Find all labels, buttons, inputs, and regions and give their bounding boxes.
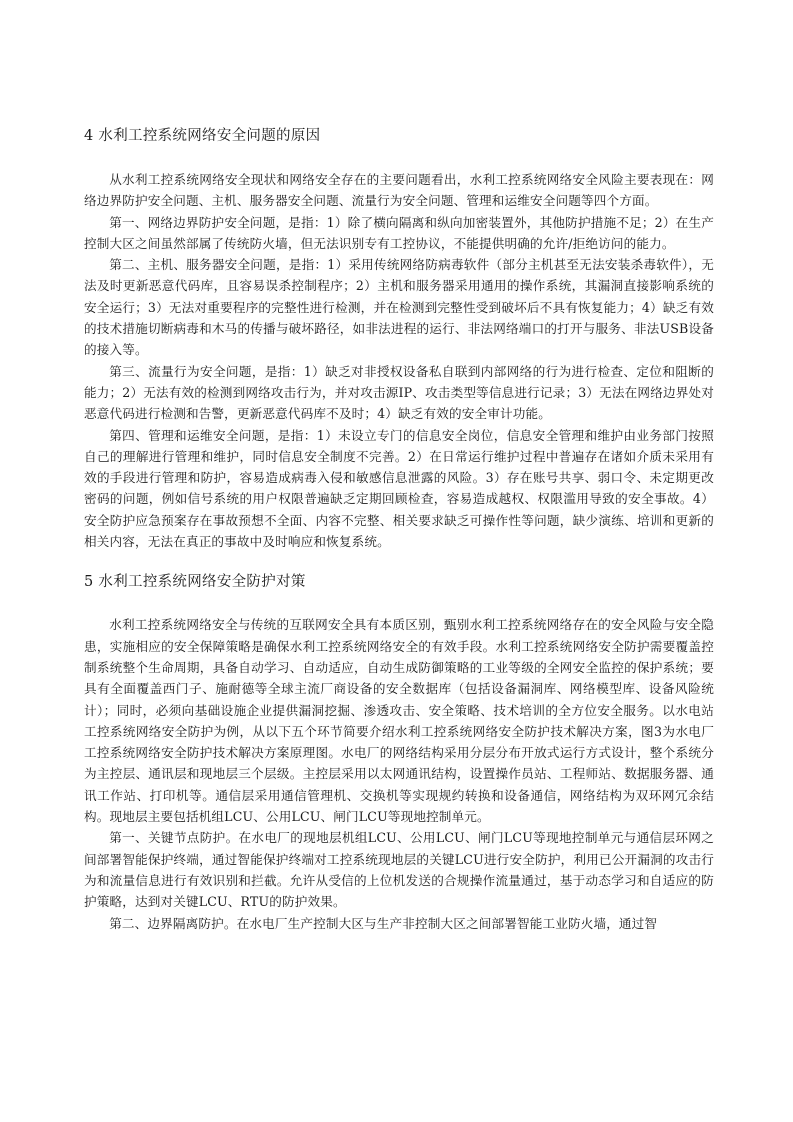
paragraph: 第一、网络边界防护安全问题，是指：1）除了横向隔离和纵向加密装置外，其他防护措施不足；2）在生产控制大区之间虽然部属了传统防火墙，但无法识别专有工控协议，不能提供明确的允许/拒绝访问的能力。 bbox=[84, 214, 714, 251]
section-heading: 4 水利工控系统网络安全问题的原因 bbox=[84, 128, 321, 144]
section-heading: 5 水利工控系统网络安全防护对策 bbox=[84, 574, 306, 591]
paragraph: 第三、流量行为安全问题，是指：1）缺乏对非授权设备私自联到内部网络的行为进行检查、定位和阻断的能力；2）无法有效的检测到网络攻击行为，并对攻击源IP、攻击类型等信息进行记录；3）无法在网络边界处对恶意代码进行检测和告警，更新恶意代码库不及时；4）缺乏有效的安全审计功能。 bbox=[84, 363, 714, 422]
paragraph: 水利工控系统网络安全与传统的互联网安全具有本质区别，甄别水利工控系统网络存在的安全风险与安全隐患，实施相应的安全保障策略是确保水利工控系统网络安全的有效手段。水利工控系统网络安全防护需要覆盖控制系统整个生命周期，具备自动学习、自动适应，自动生成防御策略的工业等级的全网安全监控的保护系统；要具有全面覆盖西门子、施耐德等全球主流厂商设备的安全数据库（包括设备漏洞库、网络模型库、设备风险统计）；同时，必须向基础设施企业提供漏洞挖掘、渗透攻击、安全策略、技术培训的全方位安全服务。以水电站工控系统网络安全防护为例，从以下五个环节简要介绍水利工控系统网络安全防护技术解决方案，图3为水电厂工控系统网络安全防护技术解决方案原理图。水电厂的网络结构采用分层分布开放式运行方式设计，整个系统分为主控层、通讯层和现地层三个层级。主控层采用以太网通讯结构，设置操作员站、工程师站、数据服务器、通讯工作站、打印机等。通信层采用通信管理机、交换机等实现规约转换和设备通信，网络结构为双环网冗余结构。现地层主要包括机组LCU、公用LCU、闸门LCU等现地控制单元。 bbox=[84, 617, 714, 825]
paragraph: 第一、关键节点防护。在水电厂的现地层机组LCU、公用LCU、闸门LCU等现地控制单元与通信层环网之间部署智能保护终端，通过智能保护终端对工控系统现地层的关键LCU进行安全防护，利用已公开漏洞的攻击行为和流量信息进行有效识别和拦截。允许从受信的上位机发送的合规操作流量通过，基于动态学习和自适应的防护策略，达到对关键LCU、RTU的防护效果。 bbox=[84, 830, 714, 910]
paragraph: 第四、管理和运维安全问题，是指：1）未设立专门的信息安全岗位，信息安全管理和维护由业务部门按照自己的理解进行管理和维护，同时信息安全制度不完善。2）在日常运行维护过程中普遍存在诸如介质未采用有效的手段进行管理和防护，容易造成病毒入侵和敏感信息泄露的风险。3）存在账号共享、弱口令、未定期更改密码的问题，例如信号系统的用户权限普遍缺乏定期回顾检查，容易造成越权、权限滥用导致的安全事故。4）安全防护应急预案存在事故预想不全面、内容不完整、相关要求缺乏可操作性等问题，缺少演练、培训和更新的相关内容，无法在真正的事故中及时响应和恢复系统。 bbox=[84, 427, 714, 550]
paragraph: 从水利工控系统网络安全现状和网络安全存在的主要问题看出，水利工控系统网络安全风险主要表现在：网络边界防护安全问题、主机、服务器安全问题、流量行为安全问题、管理和运维安全问题等四个方面。 bbox=[84, 172, 714, 209]
paragraph: 第二、边界隔离防护。在水电厂生产控制大区与生产非控制大区之间部署智能工业防火墙，通过智 bbox=[109, 915, 658, 931]
paragraph: 第二、主机、服务器安全问题，是指：1）采用传统网络防病毒软件（部分主机甚至无法安装杀毒软件），无法及时更新恶意代码库，且容易误杀控制程序；2）主机和服务器采用通用的操作系统，其漏洞直接影响系统的安全运行；3）无法对重要程序的完整性进行检测，并在检测到完整性受到破坏后不具有恢复能力；4）缺乏有效的技术措施切断病毒和木马的传播与破坏路径，如非法进程的运行、非法网络端口的打开与服务、非法USB设备的接入等。 bbox=[84, 257, 714, 358]
section-5 bbox=[84, 572, 714, 933]
section-4 bbox=[84, 126, 714, 552]
document-page bbox=[84, 126, 714, 934]
